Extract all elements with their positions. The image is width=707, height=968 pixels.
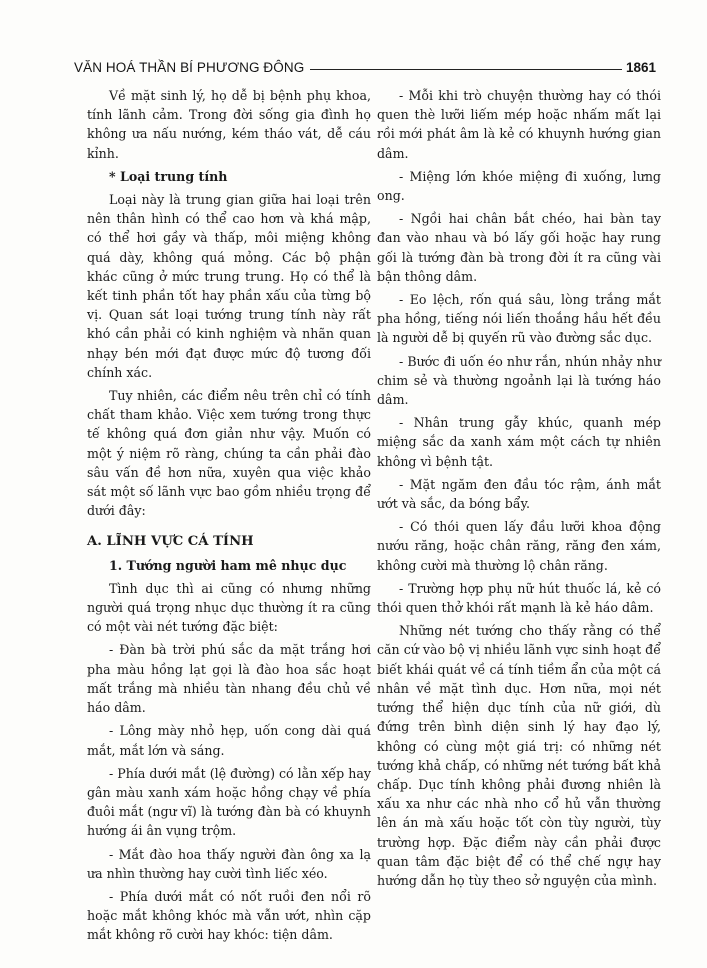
list-item: - Lông mày nhỏ hẹp, uốn cong dài quá mắt, mắt lớn và sáng.: [87, 723, 371, 758]
paragraph: Tình dục thì ai cũng có nhưng những người quá trọng nhục dục thường ít ra cũng có một vài nét tướng đặc biệt:: [87, 580, 371, 635]
paragraph: Tuy nhiên, các điểm nêu trên chỉ có tính chất tham khảo. Việc xem tướng trong thực tế không quá đơn giản như vậy. Muốn có một ý niệm rõ ràng, chúng ta cần phải đào sâu vấn đề hơn nữa, xuyên qua việc khảo sát một số lãnh vực bao gồm nhiều trọng để dưới đây:: [87, 388, 371, 519]
list-item: - Phía dưới mắt có nốt ruồi đen nổi rõ hoặc mắt không khóc mà vẫn ướt, nhìn cặp mắt không rõ cười hay khóc: tiện dâm.: [87, 888, 371, 943]
list-item: - Đàn bà trời phú sắc da mặt trắng hơi pha màu hồng lạt gọi là đào hoa sắc hoạt mất trắng mà nhiều tàn nhang đều chủ về háo dâm.: [87, 642, 371, 716]
list-item: - Có thói quen lấy đầu lưỡi khoa động nướu răng, hoặc chân răng, răng đen xám, không cười mà thường lộ chân răng.: [377, 519, 661, 573]
subsection-heading: 1. Tướng người ham mê nhục dục: [109, 557, 347, 573]
book-title: VĂN HOÁ THẦN BÍ PHƯƠNG ĐÔNG: [74, 60, 305, 75]
list-item: - Nhân trung gẫy khúc, quanh mép miệng sắc da xanh xám một cách tự nhiên không vì bệnh tật.: [377, 415, 661, 469]
list-item: - Mỗi khi trò chuyện thường hay có thói quen thè lưỡi liếm mép hoặc nhấm mất lại rồi mới phát âm là kẻ có khuynh hướng gian dâm.: [377, 88, 661, 161]
left-column: [87, 86, 371, 949]
running-header: [74, 55, 656, 75]
list-item: - Ngồi hai chân bắt chéo, hai bàn tay đan vào nhau và bó lấy gối hoặc hay rung gối là tướng đàn bà trong đời ít ra cũng vài bận thông dâm.: [377, 211, 661, 284]
paragraph: Về mặt sinh lý, họ dễ bị bệnh phụ khoa, tính lãnh cảm. Trong đời sống gia đình họ không ưa nấu nướng, kém tháo vát, dễ cáu kỉnh.: [87, 88, 371, 161]
subheading-trung-tinh: * Loại trung tính: [109, 168, 228, 184]
paragraph: Những nét tướng cho thấy rằng có thể căn cứ vào bộ vị nhiều lãnh vực sinh hoạt để biết khái quát về cá tính tiềm ẩn của một cá nhân về mặt tình dục. Hơn nữa, mọi nét tướng thể hiện dục tính của nữ giới, dù đứng trên bình diện sinh lý hay đạo lý, không có cùng một giá trị: có những nét tướng khả chấp, có những nét tướng bất khả chấp. Dục tính không phải đương nhiên là xấu xa như các nhà nho cổ hủ vẫn thường lên án mà xấu hoặc tốt còn tùy người, tùy trường hợp. Đặc điểm này cần phải được quan tâm đặc biệt để có thể chế ngự hay hướng dẫn họ tùy theo sở nguyện của mình.: [377, 623, 661, 888]
list-item: - Bước đi uốn éo như rắn, nhún nhảy như chim sẻ và thường ngoảnh lại là tướng háo dâm.: [377, 353, 661, 408]
list-item: - Eo lệch, rốn quá sâu, lòng trắng mắt pha hồng, tiếng nói liến thoắng hầu hết đều là người dễ bị quyến rũ vào đường sắc dục.: [377, 292, 661, 346]
header-rule: [310, 69, 622, 70]
page-number: 1861: [625, 60, 656, 75]
list-item: - Phía dưới mắt (lệ đường) có lằn xếp hay gân màu xanh xám hoặc hồng chạy về phía đuôi mắt (ngư vĩ) là tướng đàn bà có khuynh hướng ái ân vụng trộm.: [87, 765, 371, 839]
list-item: - Trường hợp phụ nữ hút thuốc lá, kẻ có thói quen thở khói rất mạnh là kẻ háo dâm.: [377, 580, 661, 616]
list-item: - Miệng lớn khóe miệng đi xuống, lưng ong.: [377, 168, 661, 204]
section-heading: A. LĨNH VỰC CÁ TÍNH: [87, 534, 254, 550]
paragraph: Loại này là trung gian giữa hai loại trên nên thân hình có thể cao hơn và khá mập, có thể hơi gầy và thấp, môi miệng không quá dày, không quá mỏng. Các bộ phận khác cũng ở mức trung trung. Họ có thể là kết tinh phần tốt hay phần xấu của từng bộ vị. Quan sát loại tướng trung tính này rất khó cần phải có kinh nghiệm và nhãn quan nhạy bén mới đạt được mức độ tương đối chính xác.: [87, 192, 371, 380]
list-item: - Mắt đào hoa thấy người đàn ông xa lạ ưa nhìn thường hay cười tình liếc xéo.: [87, 846, 371, 881]
list-item: - Mặt ngăm đen đầu tóc rậm, ánh mắt ướt và sắc, da bóng bẩy.: [377, 476, 661, 512]
right-column: [377, 86, 661, 894]
